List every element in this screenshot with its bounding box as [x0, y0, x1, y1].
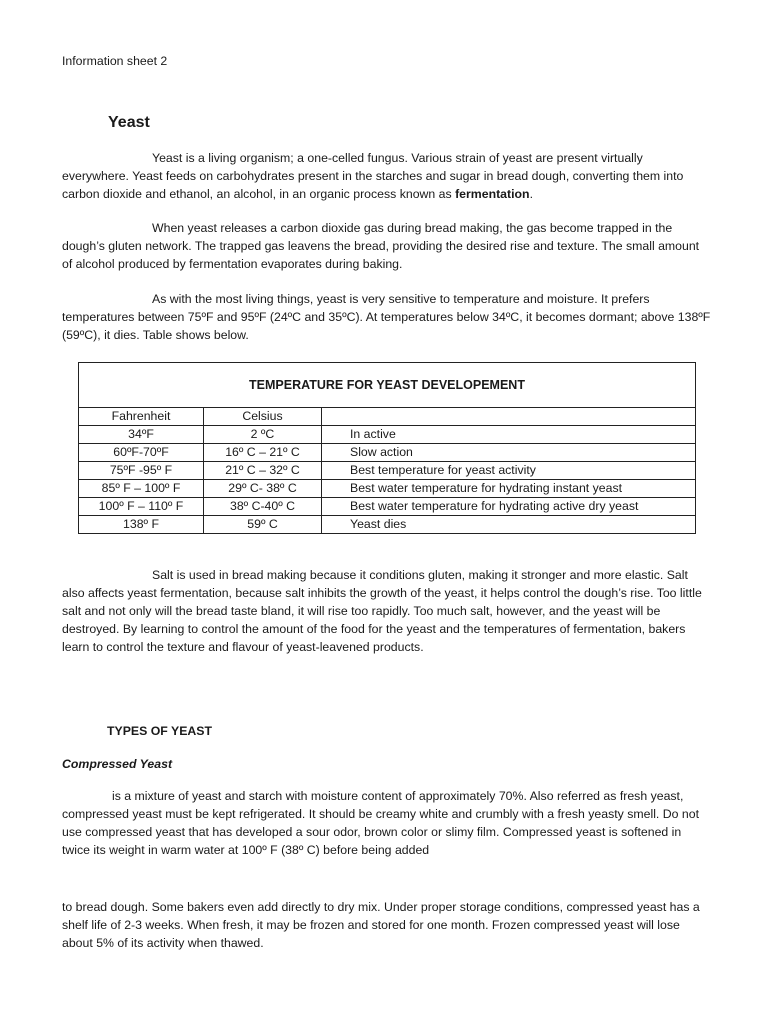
- cell-description: Best temperature for yeast activity: [322, 462, 696, 480]
- cell-celsius: 16º C – 21º C: [204, 444, 322, 462]
- table-row: [79, 480, 696, 498]
- cell-fahrenheit: 100º F – 110º F: [79, 498, 204, 516]
- intro-paragraph-1: Yeast is a living organism; a one-celled fungus. Various strain of yeast are present virtually everywhere. Yeast feeds on carbohydrates present in the starches and sugar in bread dough, converting them into carbon dioxide and ethanol, an alcohol, in an organic process known as fermentation.: [62, 151, 684, 201]
- cell-description: In active: [322, 426, 696, 444]
- cell-description: Best water temperature for hydrating active dry yeast: [322, 498, 696, 516]
- header-fahrenheit: Fahrenheit: [79, 408, 204, 426]
- intro-paragraph-2: When yeast releases a carbon dioxide gas during bread making, the gas become trapped in the dough’s gluten network. The trapped gas leavens the bread, providing the desired rise and texture. The small amount of alcohol produced by fermentation evaporates during baking.: [62, 221, 700, 271]
- cell-fahrenheit: 85º F – 100º F: [79, 480, 204, 498]
- table-row: [79, 516, 696, 534]
- table-row: [79, 498, 696, 516]
- salt-paragraph: Salt is used in bread making because it conditions gluten, making it stronger and more elastic. Salt also affects yeast fermentation, because salt inhibits the growth of the yeast, it helps control the dough’s rise. Too little salt and not only will the bread taste bland, it will rise too rapidly. Too much salt, however, and the yeast will be destroyed. By learning to control the amount of the food for the yeast and the temperatures of fermentation, bakers learn to control the texture and flavour of yeast-leavened products.: [62, 568, 702, 654]
- cell-description: Slow action: [322, 444, 696, 462]
- table-header-row: [79, 408, 696, 426]
- cell-fahrenheit: 138º F: [79, 516, 204, 534]
- cell-celsius: 2 ºC: [204, 426, 322, 444]
- cell-description: Yeast dies: [322, 516, 696, 534]
- compressed-paragraph-2: to bread dough. Some bakers even add directly to dry mix. Under proper storage conditions, compressed yeast has a shelf life of 2-3 weeks. When fresh, it may be frozen and stored for one month. Frozen compressed yeast will lose about 5% of its activity when thawed.: [62, 900, 700, 950]
- cell-celsius: 38º C-40º C: [204, 498, 322, 516]
- cell-celsius: 59º C: [204, 516, 322, 534]
- header-description: [322, 408, 696, 426]
- cell-fahrenheit: 34ºF: [79, 426, 204, 444]
- compressed-yeast-heading: Compressed Yeast: [62, 757, 173, 771]
- yeast-temperature-table: [78, 362, 696, 534]
- compressed-paragraph-1: is a mixture of yeast and starch with moisture content of approximately 70%. Also referred as fresh yeast, compressed yeast must be kept refrigerated. It should be creamy white and crumbly with a fresh yeasty smell. Do not use compressed yeast that has developed a sour odor, brown color or slimy film. Compressed yeast is softened in twice its weight in warm water at 100º F (38º C) before being added: [62, 789, 699, 857]
- table-row: [79, 426, 696, 444]
- table-row: [79, 462, 696, 480]
- table-row: [79, 444, 696, 462]
- cell-celsius: 21º C – 32º C: [204, 462, 322, 480]
- cell-description: Best water temperature for hydrating instant yeast: [322, 480, 696, 498]
- intro-paragraph-3: As with the most living things, yeast is very sensitive to temperature and moisture. It prefers temperatures between 75ºF and 95ºF (24ºC and 35ºC). At temperatures below 34ºC, it becomes dormant; above 138ºF (59ºC), it dies. Table shows below.: [62, 292, 711, 342]
- page-title: Yeast: [108, 114, 150, 131]
- cell-fahrenheit: 75ºF -95º F: [79, 462, 204, 480]
- sheet-label: Information sheet 2: [62, 54, 168, 68]
- table-caption: TEMPERATURE FOR YEAST DEVELOPEMENT: [79, 363, 696, 408]
- cell-celsius: 29º C- 38º C: [204, 480, 322, 498]
- fermentation-term: fermentation: [455, 187, 530, 201]
- header-celsius: Celsius: [204, 408, 322, 426]
- types-of-yeast-heading: TYPES OF YEAST: [107, 724, 213, 738]
- cell-fahrenheit: 60ºF-70ºF: [79, 444, 204, 462]
